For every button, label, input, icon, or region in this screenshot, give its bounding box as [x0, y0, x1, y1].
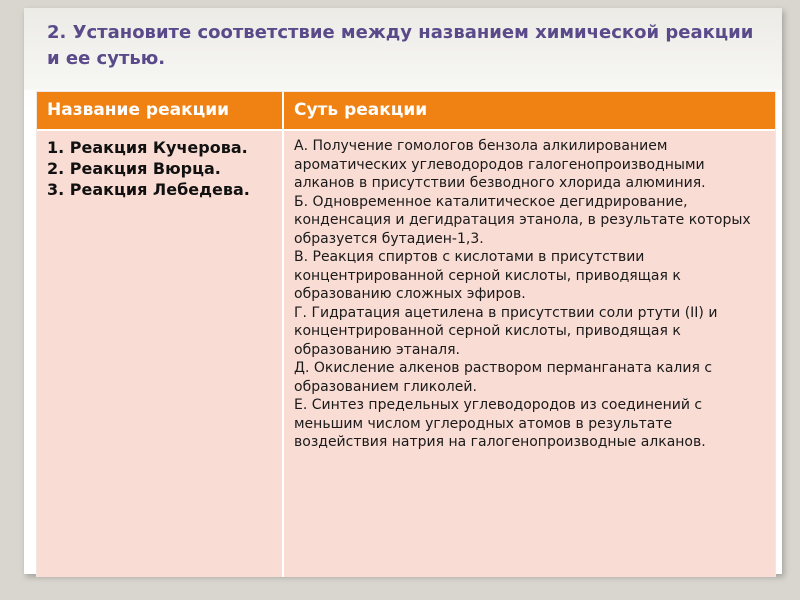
essence-item: Е. Синтез предельных углеводородов из соединений с меньшим числом углеродных атомов в результате воздействия натрия на галогенопроизводные алканов. — [294, 397, 706, 450]
matching-table — [36, 91, 776, 577]
reaction-item: 3. Реакция Лебедева. — [47, 180, 250, 199]
slide-title: 2. Установите соответствие между названием химической реакции и ее сутью. — [47, 22, 754, 69]
reaction-item: 2. Реакция Вюрца. — [47, 159, 221, 178]
header-reaction-essence: Суть реакции — [294, 100, 428, 120]
reactions-cell — [37, 131, 284, 577]
table-header-row — [37, 92, 775, 129]
essence-item: Д. Окисление алкенов раствором перманганата калия с образованием гликолей. — [294, 360, 713, 395]
essence-item: А. Получение гомологов бензола алкилированием ароматических углеводородов галогенопроизводными алканов в присутствии безводного хлорида алюминия. — [294, 138, 706, 191]
essence-item: В. Реакция спиртов с кислотами в присутствии концентрированной серной кислоты, приводящая к образованию сложных эфиров. — [294, 249, 681, 302]
table-body-row — [37, 129, 775, 577]
essence-item: Г. Гидратация ацетилена в присутствии соли ртути (II) и концентрированной серной кислоты, приводящая к образованию этаналя. — [294, 304, 718, 358]
slide — [24, 8, 782, 574]
header-reaction-name: Название реакции — [37, 92, 284, 129]
essence-item: Б. Одновременное каталитическое дегидрирование, конденсация и дегидратация этанола, в результате которых образуется бутадиен-1,3. — [294, 193, 751, 247]
essences-cell — [284, 131, 775, 577]
reaction-item: 1. Реакция Кучерова. — [47, 138, 248, 157]
